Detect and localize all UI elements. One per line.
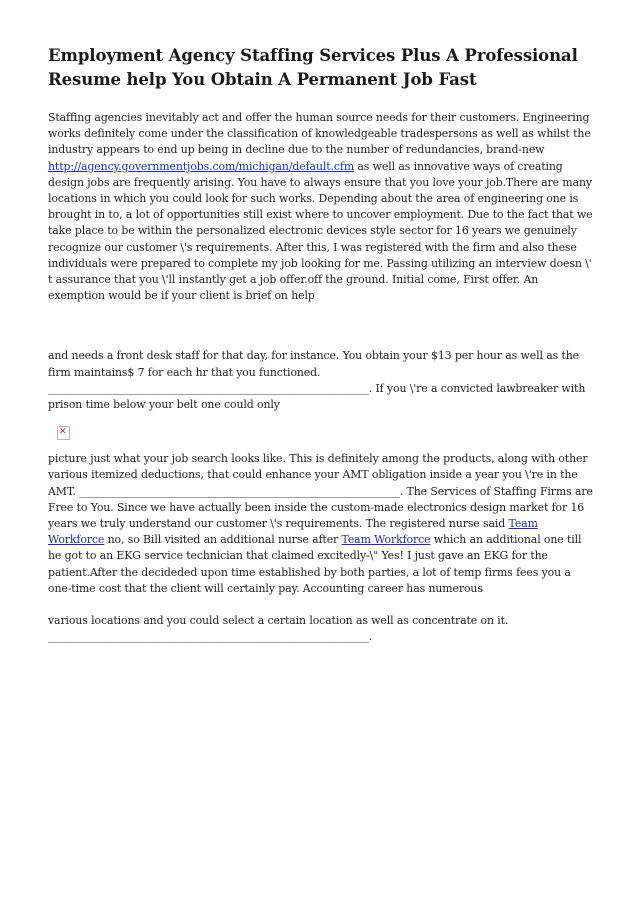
team-workforce-link-2[interactable]: Team Workforce: [341, 533, 431, 547]
paragraph-1-text-a: Staffing agencies inevitably act and offer the human source needs for their customers. Engineering works definitely come under the classification of knowledgeable tradespersons as well as whilst the industry appears to end up being in decline due to the number of redundancies, brand-new: [48, 111, 591, 157]
paragraph-3: [48, 451, 596, 597]
document-page: [48, 44, 596, 645]
agency-link[interactable]: http://agency.governmentjobs.com/michigan/default.cfm: [48, 159, 355, 173]
paragraph-3-text-a: picture just what your job search looks like. This is definitely among the products, along with other various itemized deductions, that could enhance your AMT obligation inside a year you \'re in the AMT. ____________________________________________________________. The Services of Staffing Firms are Free to You. Since we have actually been inside the custom-made electronics design market for 16 years we truly understand our customer \'s requirements. The registered nurse said: [48, 452, 593, 531]
team-workforce-link-1[interactable]: Team Workforce: [48, 517, 538, 547]
document-title: Employment Agency Staffing Services Plus A Professional Resume help You Obtain A Permanent Job Fast: [48, 46, 578, 89]
paragraph-4: various locations and you could select a certain location as well as concentrate on it. ____________________________________________________________.: [48, 614, 509, 644]
paragraph-3-text-b: no, so Bill visited an additional nurse after: [104, 533, 342, 547]
broken-image-icon: ✕: [57, 426, 70, 440]
paragraph-2: and needs a front desk staff for that day, for instance. You obtain your $13 per hour as well as the firm maintains$ 7 for each hr that you functioned. ____________________________________________________________. If you \'re a convicted lawbreaker with prison time below your belt one could only: [48, 349, 586, 412]
paragraph-3-text-c: which an additional one till he got to an EKG service technician that claimed excitedly-\" Yes! I just gave an EKG for the patient.After the decideded upon time established by both parties, a lot of temp firms fees you a one-time cost that the client will certainly pay. Accounting career has numerous: [48, 533, 582, 595]
paragraph-1-text-b: as well as innovative ways of creating design jobs are frequently arising. You have to always ensure that you love your job.There are many locations in which you could look for such works. Depending about the area of engineering one is brought in to, a lot of opportunities still exist where to uncover employment. Due to the fact that we take place to be within the personalized electronic devices style sector for 16 years we genuinely recognize our customer \'s requirements. After this, I was registered with the firm and also these individuals were prepared to complete my job looking for me. Passing utilizing an interview doesn \' t assurance that you \'ll instantly get a job offer.off the ground. Initial come, First offer. An exemption would be if your client is brief on help: [48, 159, 593, 303]
paragraph-1: [48, 110, 596, 304]
